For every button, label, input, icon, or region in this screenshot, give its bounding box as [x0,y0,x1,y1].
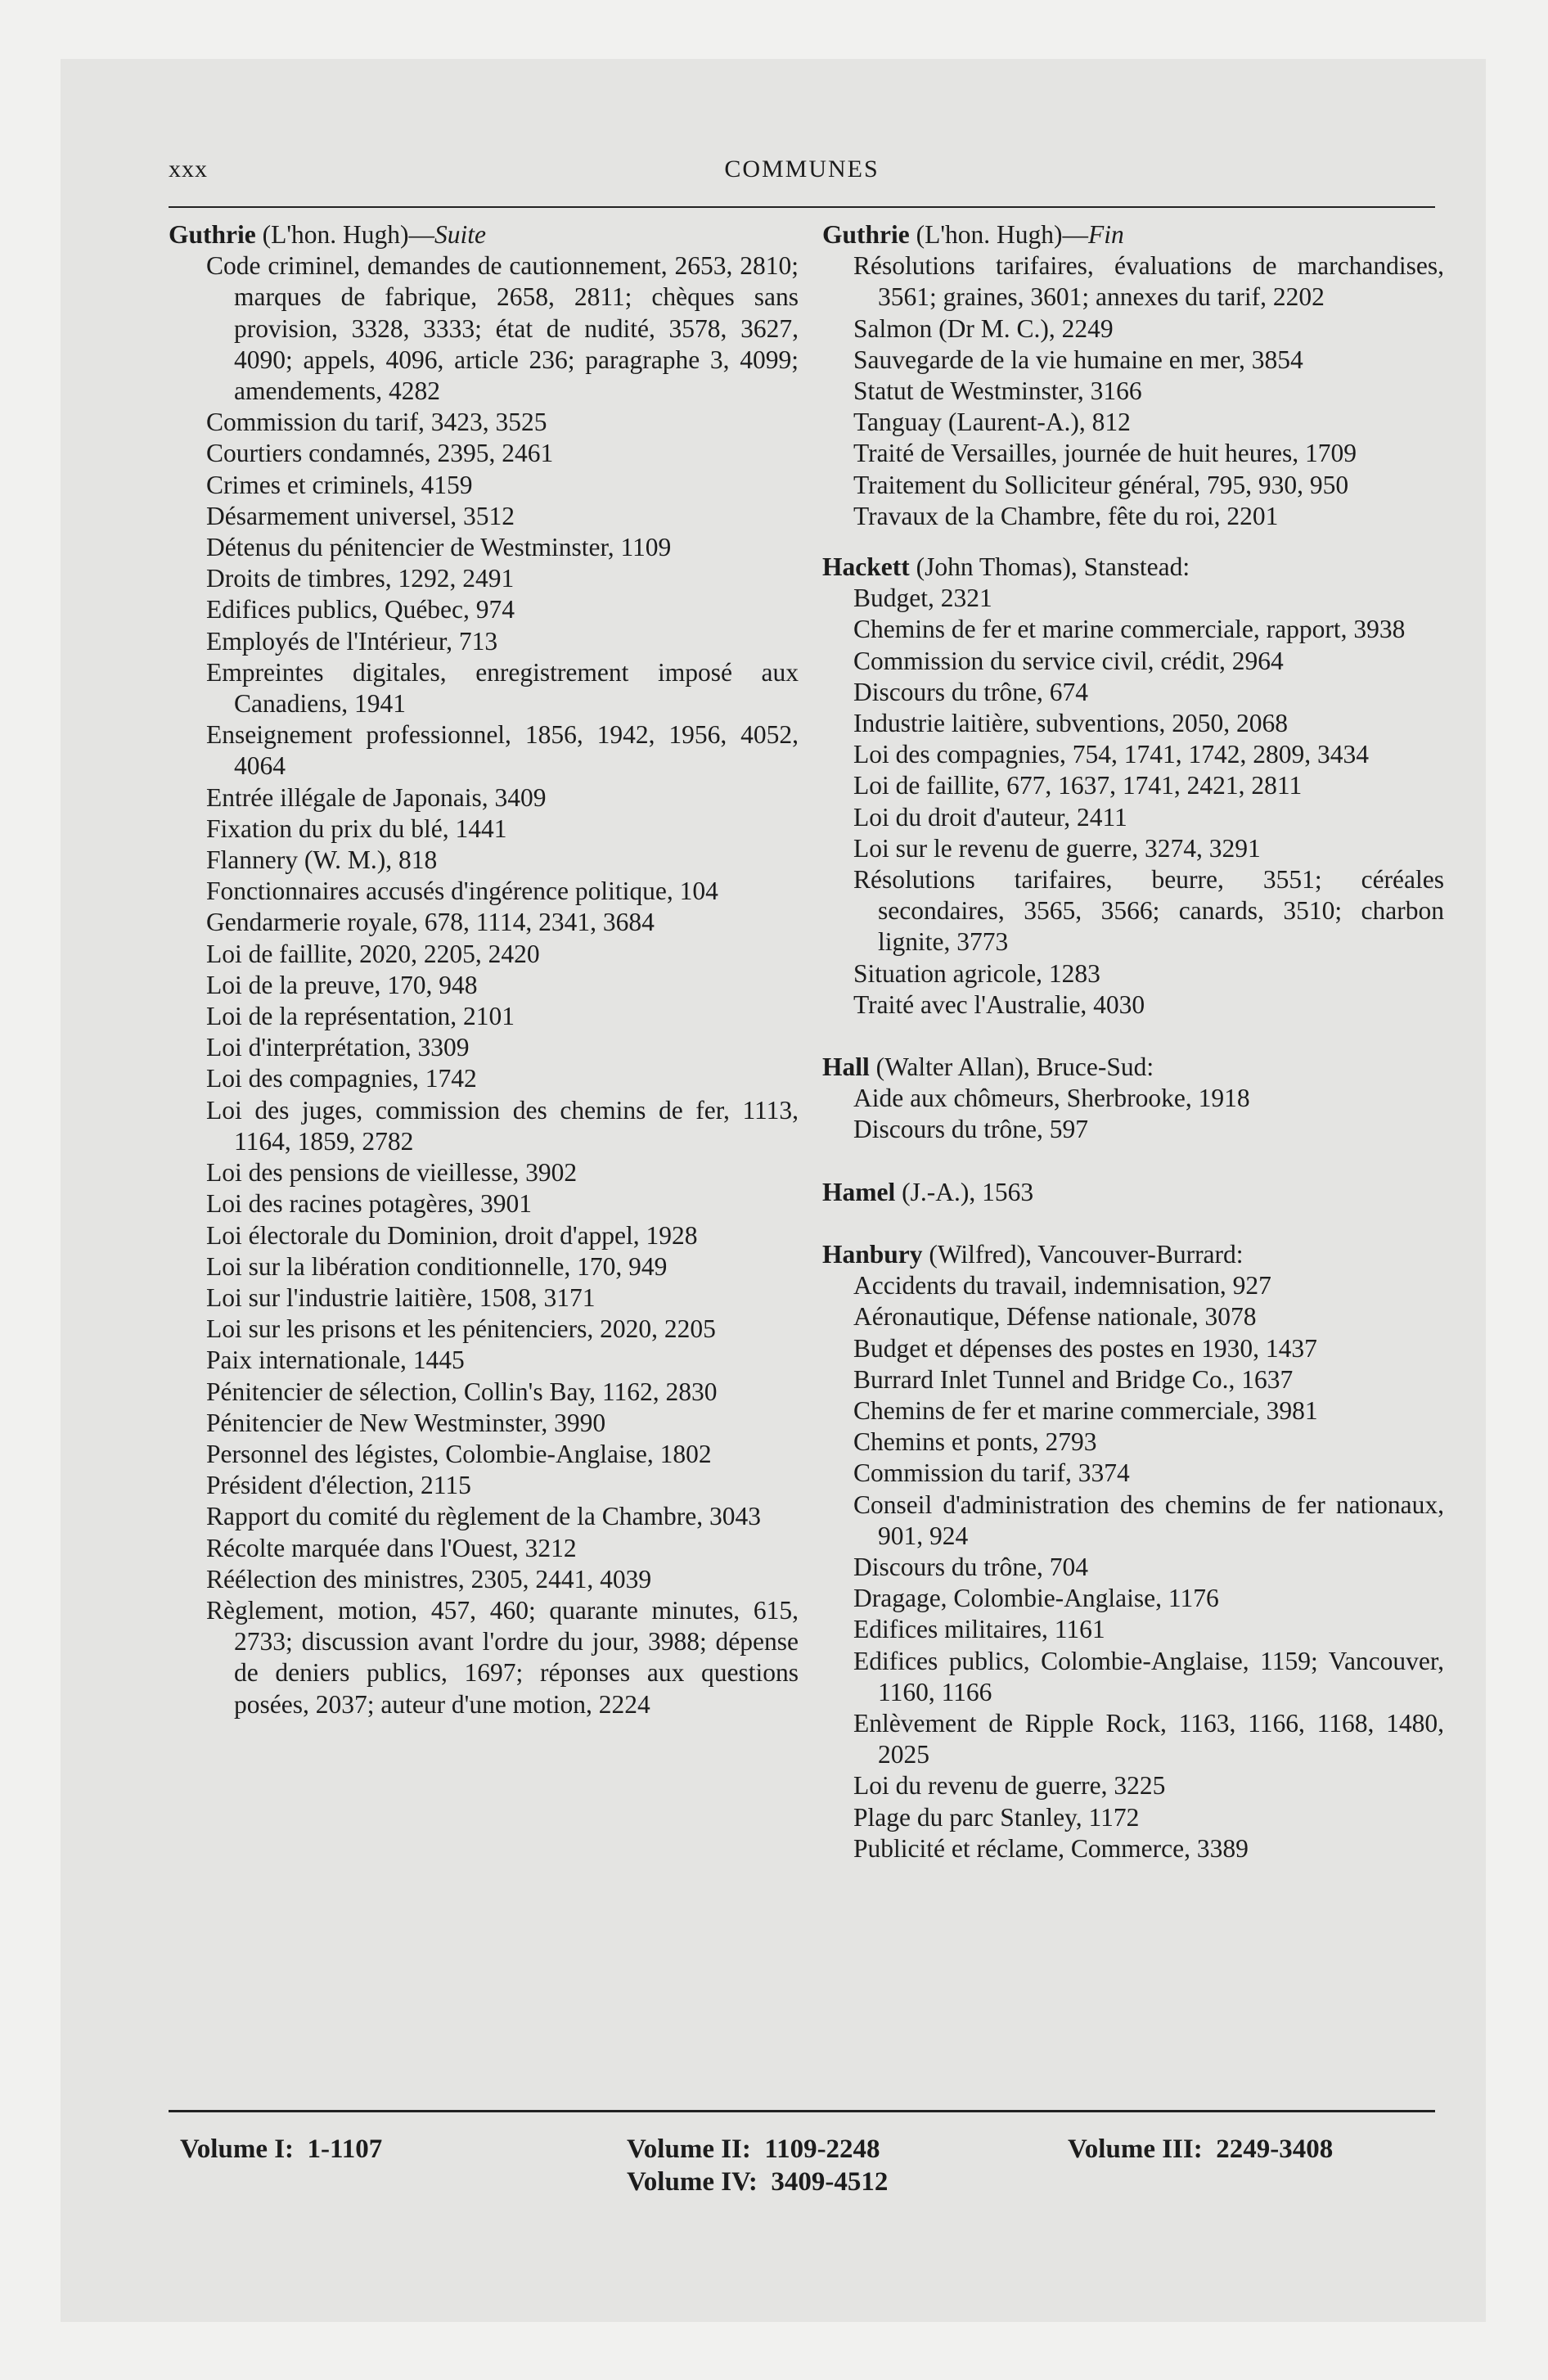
index-entry: Code criminel, demandes de cautionnement, 2653, 2810; marques de fabrique, 2658, 2811; chèques sans provision, 3328, 3333; état de nudité, 3578, 3627, 4090; appels, 4096, article 236; paragraphe 3, 4099; amendements, 4282 [206,251,799,406]
index-entry: Règlement, motion, 457, 460; quarante minutes, 615, 2733; discussion avant l'ordre du jour, 3988; dépense de deniers publics, 1697; réponses aux questions posées, 2037; auteur d'une motion, 2224 [206,1595,799,1719]
footer-volume-3 [1068,2133,1333,2166]
index-entry: Edifices publics, Québec, 974 [206,595,515,624]
index-entry: Aéronautique, Défense nationale, 3078 [853,1302,1257,1332]
index-entry: Loi des compagnies, 1742 [206,1064,477,1093]
heading-detail: (L'hon. Hugh)— [262,220,435,249]
index-entry: Discours du trône, 704 [853,1552,1088,1581]
index-entry: Loi sur le revenu de guerre, 3274, 3291 [853,833,1261,863]
left-entries-list [169,250,799,1720]
index-entry: Empreintes digitales, enregistrement imposé aux Canadiens, 1941 [206,657,799,719]
index-entry: Discours du trône, 674 [853,677,1088,706]
index-entry: Détenus du pénitencier de Westminster, 1109 [206,533,672,562]
right-column [822,219,1444,1864]
index-entry: Entrée illégale de Japonais, 3409 [206,782,547,812]
index-entry: Loi de la preuve, 170, 948 [206,970,478,999]
heading-name: Hanbury [822,1239,923,1269]
index-entry: Edifices publics, Colombie-Anglaise, 1159; Vancouver, 1160, 1166 [853,1646,1444,1706]
index-entry: Réélection des ministres, 2305, 2441, 4039 [206,1564,652,1593]
entry-heading-hall [822,1052,1444,1083]
page-title: COMMUNES [724,156,880,183]
index-entry: Fonctionnaires accusés d'ingérence politique, 104 [206,877,718,906]
index-entry: Discours du trône, 597 [853,1115,1088,1144]
entry-heading-hanbury [822,1239,1444,1270]
volume-label: Volume III: [1068,2134,1203,2164]
index-entry: Pénitencier de New Westminster, 3990 [206,1408,606,1437]
index-entry: Loi des juges, commission des chemins de fer, 1113, 1164, 1859, 2782 [206,1095,799,1156]
index-entry: Budget et dépenses des postes en 1930, 1437 [853,1333,1317,1363]
index-entry: Traité avec l'Australie, 4030 [853,989,1145,1019]
index-entry: Plage du parc Stanley, 1172 [853,1802,1140,1832]
index-entry: Courtiers condamnés, 2395, 2461 [206,439,554,468]
heading-detail: (L'hon. Hugh)— [916,220,1089,249]
index-entry: Fixation du prix du blé, 1441 [206,814,507,843]
index-entry: Président d'élection, 2115 [206,1471,471,1500]
index-entry: Désarmement universel, 3512 [206,501,515,530]
index-entry: Loi du revenu de guerre, 3225 [853,1771,1166,1801]
index-entry: Enlèvement de Ripple Rock, 1163, 1166, 1168, 1480, 2025 [853,1708,1444,1769]
index-entry: Loi sur l'industrie laitière, 1508, 3171 [206,1282,596,1312]
index-entry: Résolutions tarifaires, beurre, 3551; céréales secondaires, 3565, 3566; canards, 3510; charbon lignite, 3773 [853,865,1444,957]
index-entry: Loi d'interprétation, 3309 [206,1033,470,1062]
index-entry: Travaux de la Chambre, fête du roi, 2201 [853,501,1279,530]
index-entry: Burrard Inlet Tunnel and Bridge Co., 1637 [853,1364,1294,1394]
heading-detail: (John Thomas), Stanstead: [916,552,1190,582]
index-entry: Droits de timbres, 1292, 2491 [206,564,515,593]
page-number: xxx [169,156,208,183]
index-entry: Enseignement professionnel, 1856, 1942, 1956, 4052, 4064 [206,720,799,781]
hanbury-entries-list [822,1270,1444,1864]
volume-range: 2249-3408 [1216,2134,1334,2164]
spacer [822,1021,1444,1052]
heading-detail: (J.-A.), 1563 [902,1177,1034,1206]
index-entry: Dragage, Colombie-Anglaise, 1176 [853,1584,1219,1613]
heading-name: Hamel [822,1177,896,1206]
index-entry: Loi du droit d'auteur, 2411 [853,802,1127,832]
volume-range: 1-1107 [307,2134,383,2164]
heading-suffix: Fin [1088,220,1124,249]
index-entry: Personnel des légistes, Colombie-Anglaise, 1802 [206,1439,712,1468]
index-entry: Crimes et criminels, 4159 [206,470,473,499]
index-entry: Loi de faillite, 2020, 2205, 2420 [206,939,540,968]
index-entry: Aide aux chômeurs, Sherbrooke, 1918 [853,1084,1250,1113]
footer-volume-4 [627,2166,888,2198]
footer-volume-2 [627,2133,888,2166]
index-entry: Edifices militaires, 1161 [853,1615,1105,1644]
heading-detail: (Wilfred), Vancouver-Burrard: [929,1239,1244,1269]
hall-entries-list [822,1083,1444,1145]
index-entry: Statut de Westminster, 3166 [853,376,1142,406]
index-entry: Loi sur la libération conditionnelle, 170, 949 [206,1251,668,1281]
index-entry: Industrie laitière, subventions, 2050, 2068 [853,709,1289,738]
index-entry: Commission du service civil, crédit, 2964 [853,646,1284,675]
page-header [169,149,1435,198]
header-rule [169,206,1435,208]
index-entry: Résolutions tarifaires, évaluations de marchandises, 3561; graines, 3601; annexes du tarif, 2202 [853,251,1444,312]
heading-name: Hackett [822,552,910,582]
guthrie-entries-list [822,250,1444,532]
entry-heading-guthrie-suite [169,219,799,250]
volume-label: Volume I: [180,2134,295,2164]
left-column [169,219,799,1720]
index-entry: Sauvegarde de la vie humaine en mer, 3854 [853,345,1303,374]
index-entry: Récolte marquée dans l'Ouest, 3212 [206,1533,577,1562]
spacer [822,1208,1444,1239]
index-entry: Chemins de fer et marine commerciale, 3981 [853,1395,1318,1425]
footer-rule [169,2110,1435,2112]
index-entry: Loi de faillite, 677, 1637, 1741, 2421, 2811 [853,771,1303,800]
heading-detail: (Walter Allan), Bruce-Sud: [875,1053,1154,1082]
index-entry: Rapport du comité du règlement de la Chambre, 3043 [206,1502,761,1531]
volume-label: Volume II: [627,2134,751,2164]
index-entry: Tanguay (Laurent-A.), 812 [853,408,1131,437]
index-entry: Publicité et réclame, Commerce, 3389 [853,1833,1249,1863]
heading-name: Guthrie [169,220,256,249]
hackett-entries-list [822,583,1444,1021]
heading-name: Hall [822,1053,870,1082]
spacer [822,532,1444,552]
index-entry: Conseil d'administration des chemins de fer nationaux, 901, 924 [853,1490,1444,1550]
index-entry: Situation agricole, 1283 [853,958,1100,988]
index-entry: Loi électorale du Dominion, droit d'appel, 1928 [206,1220,698,1250]
heading-name: Guthrie [822,220,910,249]
index-entry: Budget, 2321 [853,584,992,613]
index-entry: Gendarmerie royale, 678, 1114, 2341, 3684 [206,908,655,937]
heading-suffix: Suite [434,220,487,249]
volume-range: 3409-4512 [771,2167,889,2197]
index-entry: Loi des racines potagères, 3901 [206,1189,532,1219]
volume-range: 1109-2248 [764,2134,880,2164]
entry-heading-hackett [822,552,1444,583]
footer-volumes-2-4 [627,2133,888,2198]
index-entry: Chemins de fer et marine commerciale, rapport, 3938 [853,615,1406,644]
index-entry: Loi de la représentation, 2101 [206,1002,515,1031]
index-entry: Loi des pensions de vieillesse, 3902 [206,1158,578,1188]
index-entry: Salmon (Dr M. C.), 2249 [853,313,1114,343]
index-entry: Chemins et ponts, 2793 [853,1427,1097,1457]
index-entry: Traité de Versailles, journée de huit heures, 1709 [853,439,1357,468]
index-entry: Paix internationale, 1445 [206,1346,465,1375]
index-entry: Commission du tarif, 3423, 3525 [206,408,547,437]
index-entry: Pénitencier de sélection, Collin's Bay, 1162, 2830 [206,1377,718,1406]
index-entry: Commission du tarif, 3374 [853,1458,1130,1488]
index-entry: Accidents du travail, indemnisation, 927 [853,1271,1271,1300]
spacer [822,1146,1444,1177]
index-entry: Traitement du Solliciteur général, 795, 930, 950 [853,470,1349,499]
footer-volume-1 [180,2133,382,2166]
index-entry: Loi des compagnies, 754, 1741, 1742, 2809, 3434 [853,740,1369,769]
entry-heading-hamel [822,1177,1444,1208]
entry-heading-guthrie-fin [822,219,1444,250]
volume-label: Volume IV: [627,2167,758,2197]
index-entry: Loi sur les prisons et les pénitenciers, 2020, 2205 [206,1314,716,1344]
index-entry: Flannery (W. M.), 818 [206,845,438,875]
index-entry: Employés de l'Intérieur, 713 [206,626,498,656]
